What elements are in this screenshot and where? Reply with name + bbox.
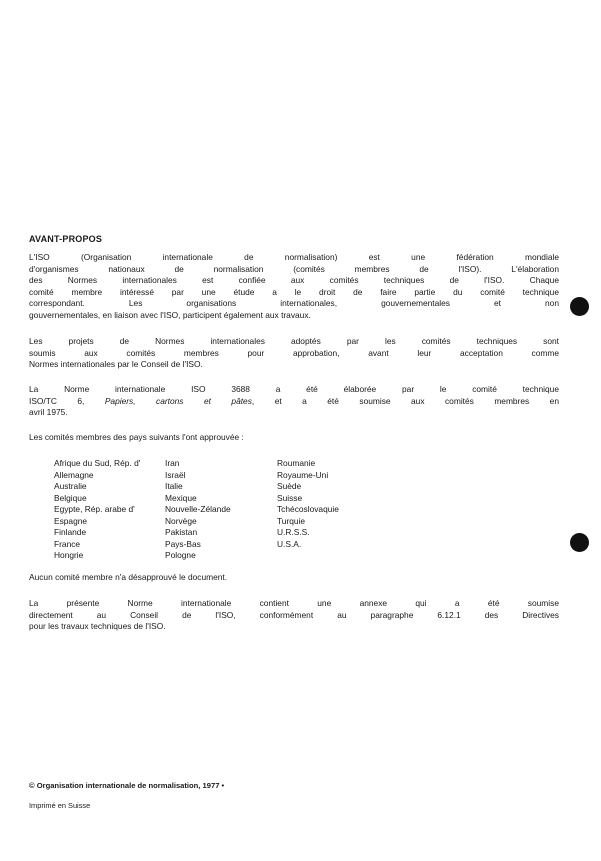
text-fragment: , et a été soumise aux comités membres en xyxy=(251,395,559,406)
country-name: Royaume-Uni xyxy=(277,469,329,480)
punch-hole-icon xyxy=(570,297,589,316)
country-name: Suède xyxy=(277,481,302,491)
country-name: Israël xyxy=(165,469,186,480)
text-line: d'organismes nationaux de normalisation (comités membres de l'ISO). L'élaboration xyxy=(29,263,559,274)
country-name: Finlande xyxy=(54,527,87,537)
countries-column-3 xyxy=(277,458,339,550)
text-line: L'ISO (Organisation internationale de normalisation) est une fédération mondiale xyxy=(29,252,559,262)
country-name: Espagne xyxy=(54,515,88,526)
text-line: Les projets de Normes internationales adoptés par les comités techniques sont xyxy=(29,336,559,346)
punch-hole-icon xyxy=(570,533,589,552)
country-name: Turquie xyxy=(277,515,306,526)
country-name: Hongrie xyxy=(54,550,84,560)
text-line: La Norme internationale ISO 3688 a été élaborée par le comité technique xyxy=(29,384,559,394)
paragraph-drafts xyxy=(29,336,559,371)
country-name: Belgique xyxy=(54,492,87,503)
committee-title: Papiers, cartons et pâtes xyxy=(104,395,252,406)
country-name: Pologne xyxy=(165,550,196,560)
countries-column-2 xyxy=(165,458,231,562)
country-name: Nouvelle-Zélande xyxy=(165,504,231,514)
country-name: Norvège xyxy=(165,515,197,526)
paragraph-approvals-intro xyxy=(29,432,559,444)
country-name: France xyxy=(54,538,81,549)
country-name: Pakistan xyxy=(165,527,198,537)
text-line: pour les travaux techniques de l'ISO. xyxy=(29,621,166,632)
text-line: gouvernementales, en liaison avec l'ISO, participent également aux travaux. xyxy=(29,309,311,320)
text-line: directement au Conseil de l'ISO, conformément au paragraphe 6.12.1 des Directives xyxy=(29,609,559,620)
page-heading: AVANT-PROPOS xyxy=(29,234,103,244)
text-line: La présente Norme internationale contient une annexe qui a été soumise xyxy=(29,598,559,608)
text-line: comité membre intéressé par une étude a le droit de faire partie du comité technique xyxy=(29,286,559,297)
text-line: soumis aux comités membres pour approbation, avant leur acceptation comme xyxy=(29,347,559,358)
printed-in: Imprimé en Suisse xyxy=(29,801,91,810)
countries-column-1 xyxy=(54,458,140,562)
country-name: Afrique du Sud, Rép. d' xyxy=(54,458,141,468)
country-name: U.R.S.S. xyxy=(277,527,310,537)
text-line: Normes internationales par le Conseil de l'ISO. xyxy=(29,359,203,370)
paragraph-standard-origin xyxy=(29,384,559,419)
text-fragment: ISO/TC 6, xyxy=(29,395,105,406)
paragraph-disapprovals xyxy=(29,572,559,584)
text-line: correspondant. Les organisations internationales, gouvernementales et non xyxy=(29,298,559,309)
country-name: Suisse xyxy=(277,492,303,503)
country-name: Roumanie xyxy=(277,458,316,468)
text-line: Les comités membres des pays suivants l'ont approuvée : xyxy=(29,432,244,442)
country-name: Mexique xyxy=(165,492,197,503)
country-name: Egypte, Rép. arabe d' xyxy=(54,504,135,514)
copyright-notice: © Organisation internationale de normalisation, 1977 • xyxy=(29,781,225,790)
text-line: avril 1975. xyxy=(29,407,68,418)
country-name: Australie xyxy=(54,481,87,491)
country-name: Tchécoslovaquie xyxy=(277,504,339,514)
paragraph-iso-intro xyxy=(29,252,559,322)
country-name: Pays-Bas xyxy=(165,538,201,549)
country-name: Italie xyxy=(165,481,183,491)
text-line: des Normes internationales est confiée aux comités techniques de l'ISO. Chaque xyxy=(29,275,559,286)
paragraph-annex xyxy=(29,598,559,633)
country-name: Allemagne xyxy=(54,469,94,480)
text-line: Aucun comité membre n'a désapprouvé le document. xyxy=(29,572,228,582)
text-line xyxy=(29,396,559,408)
country-name: Iran xyxy=(165,458,180,468)
country-name: U.S.A. xyxy=(277,538,302,549)
